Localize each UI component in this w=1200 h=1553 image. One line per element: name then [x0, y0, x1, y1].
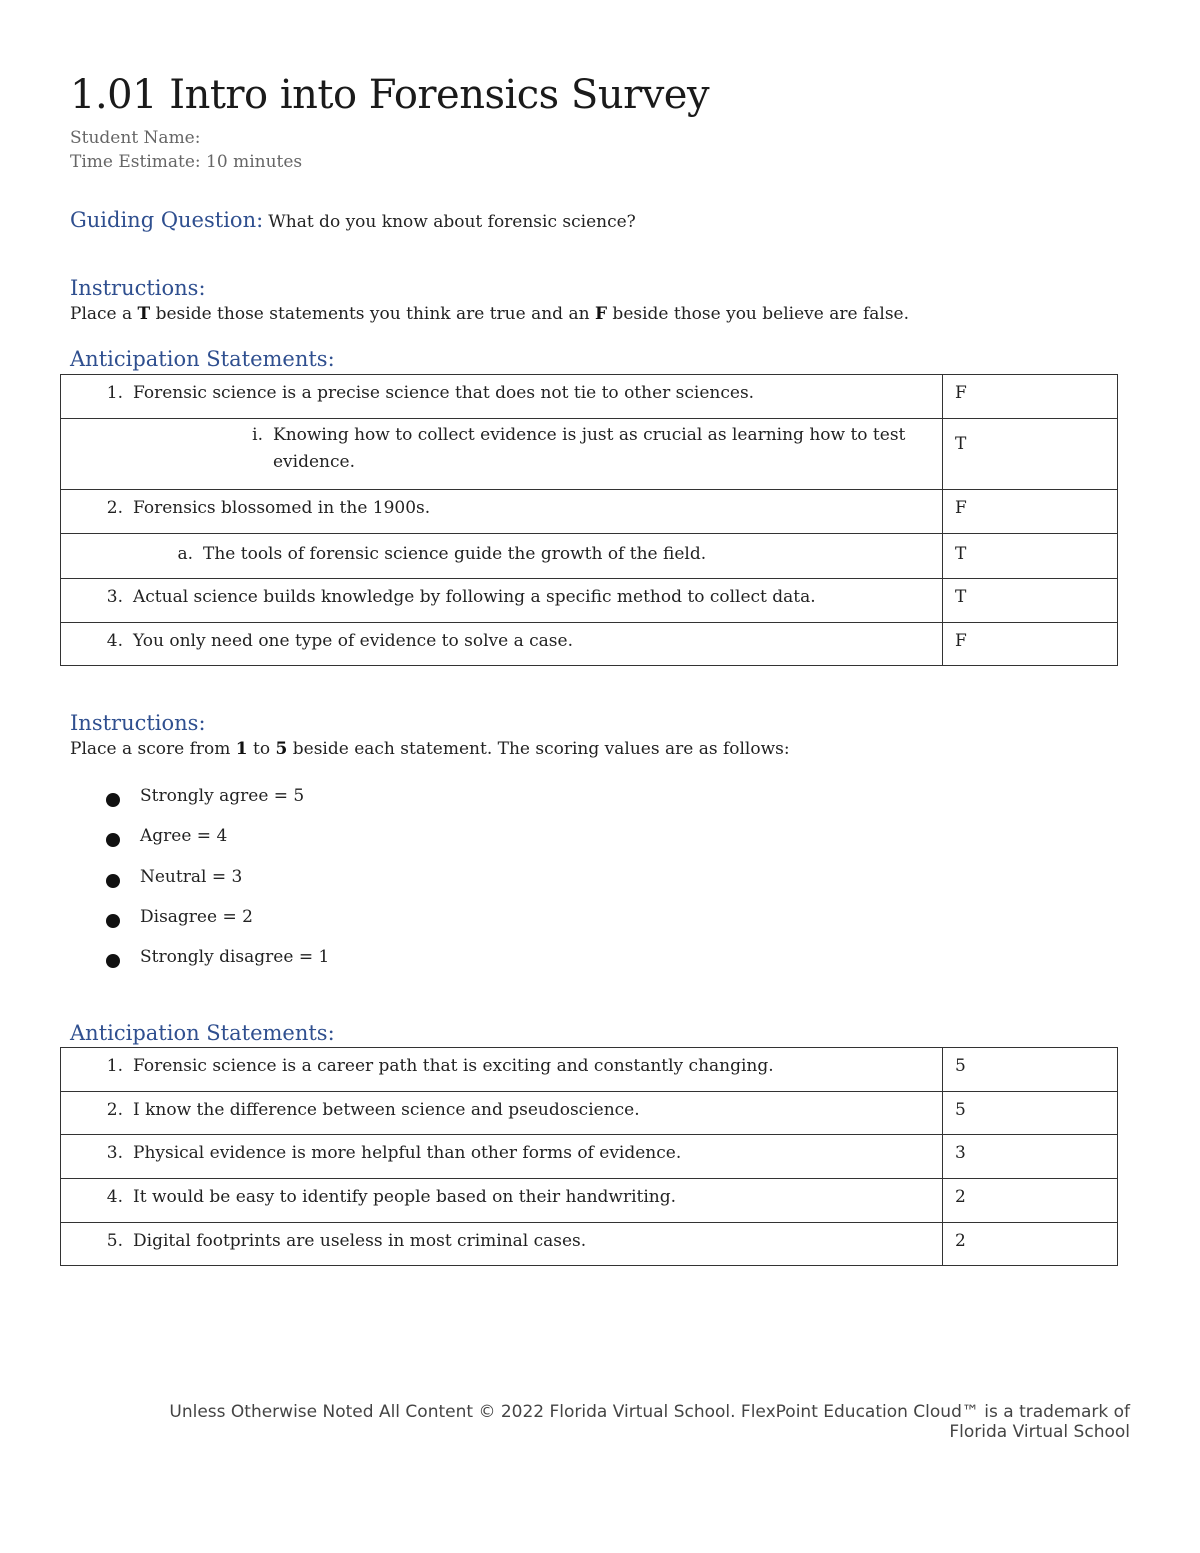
- scoring-scale-list: [106, 786, 329, 987]
- statement-cell: [61, 534, 943, 579]
- instructions-text-part: beside each statement. The scoring values are as follows:: [287, 739, 790, 759]
- true-false-table: [60, 374, 1118, 666]
- statement-number: 2.: [106, 498, 123, 518]
- statement-text: Forensic science is a career path that is exciting and constantly changing.: [133, 1056, 774, 1076]
- statement-number: a.: [177, 544, 193, 564]
- footer-line-1: Unless Otherwise Noted All Content © 2022 Florida Virtual School. FlexPoint Education Cloud™ is a trademark of: [169, 1402, 1130, 1422]
- score-cell[interactable]: 3: [943, 1135, 1118, 1179]
- statement-text: Actual science builds knowledge by following a specific method to collect data.: [133, 587, 816, 607]
- statement-cell: [61, 1223, 943, 1266]
- scale-item: Strongly disagree = 1: [140, 947, 330, 968]
- scale-item: Strongly agree = 5: [140, 786, 305, 806]
- instructions-text-part: to: [247, 739, 276, 759]
- statement-cell: [61, 1179, 943, 1223]
- table-row: [61, 419, 1118, 490]
- bullet-icon: [106, 914, 120, 928]
- statement-number: 4.: [106, 631, 123, 651]
- list-item: [106, 826, 329, 866]
- statement-cell: [61, 490, 943, 534]
- answer-cell[interactable]: T: [943, 419, 1118, 490]
- min-score: 1: [235, 739, 248, 759]
- bullet-icon: [106, 833, 120, 847]
- statement-text: Digital footprints are useless in most criminal cases.: [133, 1231, 587, 1251]
- list-item: [106, 907, 329, 947]
- statement-number: 3.: [106, 1143, 123, 1163]
- statement-number: 1.: [106, 1056, 123, 1076]
- statement-text: Knowing how to collect evidence is just as crucial as learning how to test evidence.: [273, 425, 906, 472]
- statement-text: Forensics blossomed in the 1900s.: [133, 498, 431, 518]
- table-heading-1: Anticipation Statements:: [70, 347, 335, 371]
- statement-text: It would be easy to identify people based on their handwriting.: [133, 1187, 677, 1207]
- scale-item: Agree = 4: [140, 826, 228, 847]
- time-estimate: Time Estimate: 10 minutes: [70, 152, 303, 172]
- table-row: [61, 1048, 1118, 1092]
- instructions-text-part: beside those statements you think are true and an: [150, 304, 595, 324]
- table-heading-2: Anticipation Statements:: [70, 1021, 335, 1045]
- list-item: [106, 786, 329, 826]
- instructions-heading-2: Instructions:: [70, 711, 206, 735]
- bullet-icon: [106, 954, 120, 968]
- instructions-text-2: [70, 739, 790, 759]
- statement-number: 4.: [106, 1187, 123, 1207]
- guiding-question-text: What do you know about forensic science?: [268, 212, 636, 232]
- bullet-icon: [106, 793, 120, 807]
- footer-line-2: Florida Virtual School: [949, 1422, 1130, 1442]
- statement-text: I know the difference between science and pseudoscience.: [133, 1100, 640, 1120]
- guiding-question: [70, 208, 636, 232]
- rating-table: [60, 1047, 1118, 1266]
- instructions-heading-1: Instructions:: [70, 276, 206, 300]
- true-marker: T: [137, 304, 151, 324]
- bullet-icon: [106, 874, 120, 888]
- instructions-text-part: beside those you believe are false.: [607, 304, 910, 324]
- statement-cell: [61, 579, 943, 623]
- instructions-text-1: [70, 304, 909, 324]
- table-row: [61, 623, 1118, 666]
- table-row: [61, 1135, 1118, 1179]
- copyright-footer: [169, 1402, 1130, 1442]
- table-row: [61, 534, 1118, 579]
- statement-number: i.: [252, 425, 263, 445]
- statement-text: The tools of forensic science guide the growth of the field.: [203, 544, 707, 564]
- instructions-text-part: Place a: [70, 304, 138, 324]
- answer-cell[interactable]: T: [943, 534, 1118, 579]
- statement-cell: [61, 419, 943, 490]
- page-title: 1.01 Intro into Forensics Survey: [70, 72, 710, 118]
- student-name-label: Student Name:: [70, 128, 201, 148]
- answer-cell[interactable]: F: [943, 623, 1118, 666]
- statement-text: Forensic science is a precise science that does not tie to other sciences.: [133, 383, 755, 403]
- max-score: 5: [275, 739, 288, 759]
- answer-cell[interactable]: F: [943, 375, 1118, 419]
- scale-item: Neutral = 3: [140, 866, 243, 887]
- statement-text: You only need one type of evidence to solve a case.: [133, 631, 573, 651]
- scale-item: Disagree = 2: [140, 906, 253, 927]
- score-cell[interactable]: 5: [943, 1048, 1118, 1092]
- false-marker: F: [594, 304, 608, 324]
- score-cell[interactable]: 5: [943, 1092, 1118, 1135]
- statement-number: 2.: [106, 1100, 123, 1120]
- statement-number: 5.: [106, 1231, 123, 1251]
- table-row: [61, 1092, 1118, 1135]
- statement-text: Physical evidence is more helpful than other forms of evidence.: [133, 1143, 682, 1163]
- list-item: [106, 947, 329, 987]
- table-row: [61, 490, 1118, 534]
- statement-cell: [61, 375, 943, 419]
- answer-cell[interactable]: F: [943, 490, 1118, 534]
- statement-number: 3.: [106, 587, 123, 607]
- statement-cell: [61, 1092, 943, 1135]
- statement-cell: [61, 1048, 943, 1092]
- score-cell[interactable]: 2: [943, 1223, 1118, 1266]
- statement-cell: [61, 1135, 943, 1179]
- table-row: [61, 579, 1118, 623]
- table-row: [61, 1223, 1118, 1266]
- table-row: [61, 1179, 1118, 1223]
- statement-cell: [61, 623, 943, 666]
- answer-cell[interactable]: T: [943, 579, 1118, 623]
- guiding-question-label: Guiding Question:: [70, 208, 264, 232]
- statement-number: 1.: [106, 383, 123, 403]
- instructions-text-part: Place a score from: [70, 739, 236, 759]
- score-cell[interactable]: 2: [943, 1179, 1118, 1223]
- table-row: [61, 375, 1118, 419]
- list-item: [106, 867, 329, 907]
